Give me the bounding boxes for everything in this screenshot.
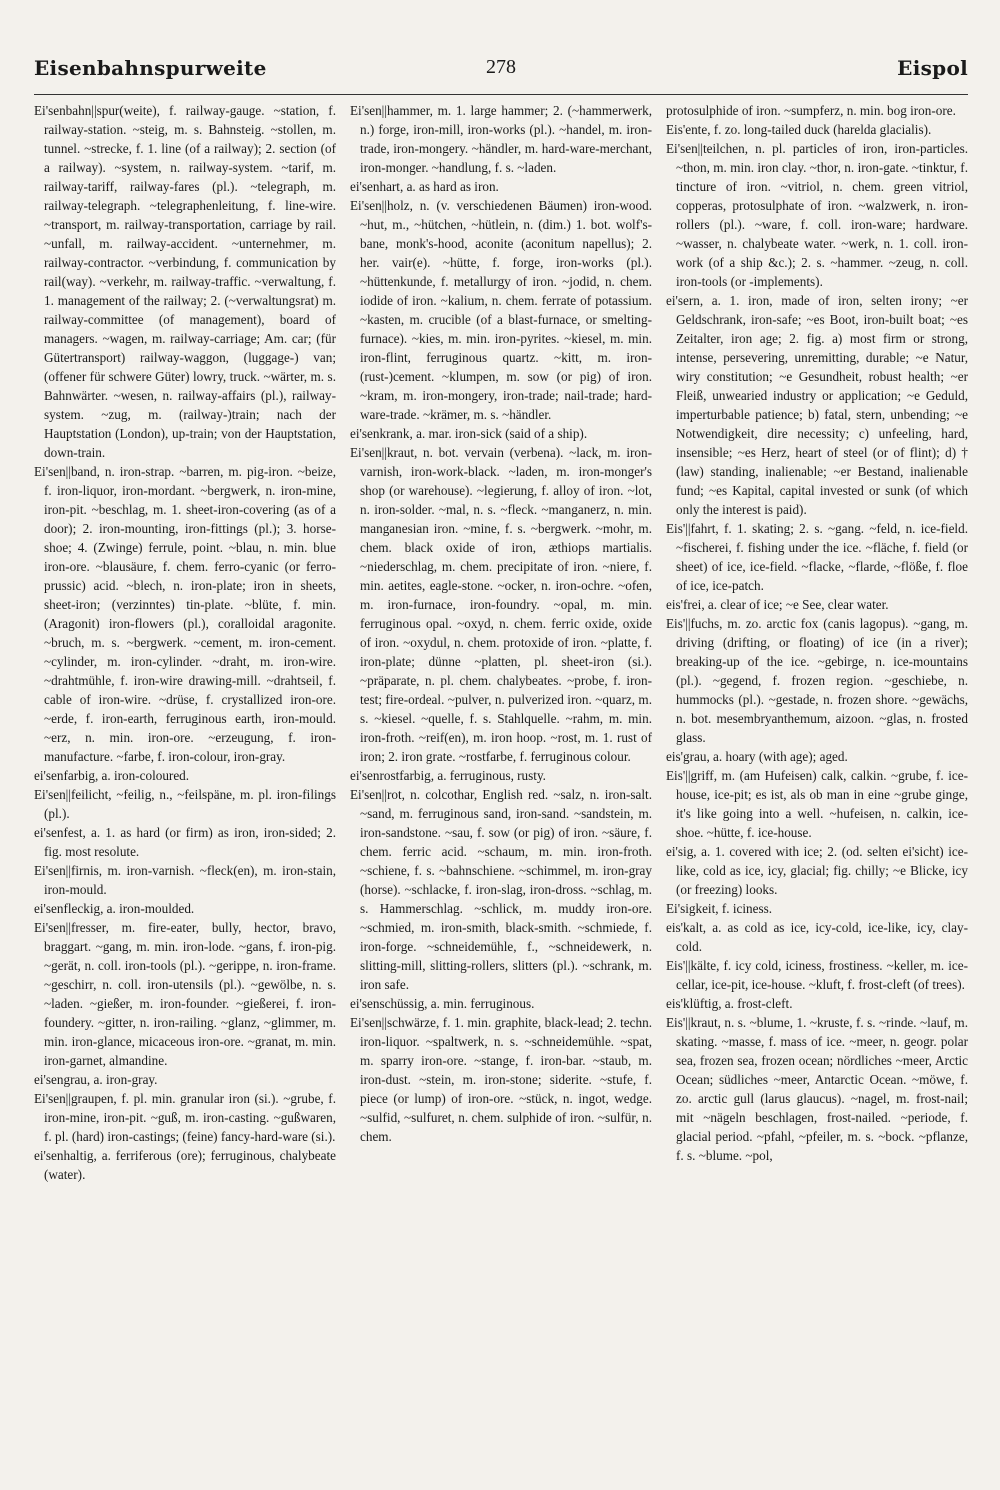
dictionary-entry: Ei'senbahn||spur(weite), f. railway-gauge. ~station, f. railway-station. ~steig, m. s. Bahnsteig. ~stollen, m. tunnel. ~strecke, f. 1. line (of a railway); 2. section (of a railway). ~system, n. railway-system. ~tarif, m. railway-tariff, railway-fares (pl.). ~telegraph, m. railway-telegraph. ~telegraphenleitung, f. line-wire. ~transport, m. railway-transportation, carriage by rail. ~unfall, m. railway-accident. ~unternehmer, m. railway-contractor. ~verbindung, f. communication by rail(way). ~verkehr, m. railway-traffic. ~verwaltung, f. 1. management of the railway; 2. (~verwaltungsrat) m. railway-committee (of management), board of managers. ~wagen, m. railway-carriage; Am. car; (für Gütertransport) railway-waggon, (luggage-) van; (offener für schwere Güter) lowry, truck. ~wärter, m. s. Bahnwärter. ~wesen, n. railway-affairs (pl.), railway-system. ~zug, m. (railway-)train; nach der Hauptstation (London), up-train; von der Hauptstation, down-train. — [34, 103, 336, 460]
dictionary-entry: Eis'||fuchs, m. zo. arctic fox (canis lagopus). ~gang, m. driving (drifting, or floating) of ice (in a river); breaking-up of the ice. ~gebirge, n. ice-mountains (pl.). ~gegend, f. frozen region. ~geschiebe, n. hummocks (pl.). ~gestade, n. frozen shore. ~gewächs, n. bot. mesembryanthemum, aizoon. ~glas, n. frosted glass. — [666, 616, 968, 745]
page-number: 278 — [486, 56, 516, 78]
dictionary-entry: ei'sig, a. 1. covered with ice; 2. (od. selten ei'sicht) ice-like, cold as ice, icy, glacial; fig. chilly; ~e Blicke, icy (or freezing) looks. — [666, 844, 968, 897]
dictionary-entry: Eis'||fahrt, f. 1. skating; 2. s. ~gang. ~feld, n. ice-field. ~fischerei, f. fishing under the ice. ~fläche, f. field (or sheet) of ice, ice-field. ~flacke, ~flarde, ~flöße, f. floe of ice, ice-patch. — [666, 521, 968, 593]
dictionary-entry: Ei'sen||kraut, n. bot. vervain (verbena). ~lack, m. iron-varnish, iron-work-black. ~laden, m. iron-monger's shop (or warehouse). ~legierung, f. alloy of iron. ~lot, n. iron-solder. ~mal, n. s. ~fleck. ~manganerz, n. min. manganesian iron. ~mine, f. s. ~bergwerk. ~mohr, m. chem. black oxide of iron, æthiops martialis. ~niederschlag, m. chem. precipitate of iron. ~niere, f. min. aetites, eagle-stone. ~ocker, n. iron-ochre. ~ofen, m. iron-furnace, iron-foundry. ~opal, m. min. ferruginous opal. ~oxyd, n. chem. ferric oxide, oxide of iron. ~oxydul, n. chem. protoxide of iron. ~platte, f. iron-plate; dünne ~platten, pl. sheet-iron (si.). ~präparate, n. pl. chem. chalybeates. ~probe, f. iron-test; fire-ordeal. ~pulver, n. pulverized iron. ~quarz, m. s. ~kiesel. ~quelle, f. s. Stahlquelle. ~rahm, m. min. iron-froth. ~reif(en), m. iron hoop. ~rost, m. 1. rust of iron; 2. iron grate. ~rostfarbe, f. ferruginous colour. — [350, 445, 652, 764]
dictionary-entry: ei'senrostfarbig, a. ferruginous, rusty. — [350, 768, 546, 783]
dictionary-entry: Eis'||kälte, f. icy cold, iciness, frostiness. ~keller, m. ice-cellar, ice-pit, ice-house. ~kluft, f. frost-cleft (of trees). — [666, 958, 968, 992]
dictionary-entry: eis'grau, a. hoary (with age); aged. — [666, 749, 848, 764]
dictionary-entry: eis'kalt, a. as cold as ice, icy-cold, ice-like, icy, clay-cold. — [666, 920, 968, 954]
dictionary-entry: ei'senkrank, a. mar. iron-sick (said of a ship). — [350, 426, 588, 441]
dictionary-entry: Ei'sen||teilchen, n. pl. particles of iron, iron-particles. ~thon, m. min. iron clay. ~thor, n. iron-gate. ~tinktur, f. tincture of iron. ~vitriol, n. chem. green vitriol, copperas, protosulphate of iron. ~walzwerk, n. iron-rollers (pl.). ~ware, f. coll. iron-ware; hardware. ~wasser, n. chalybeate water. ~werk, n. 1. coll. iron-work (of a ship &c.); 2. s. ~hammer. ~zeug, n. coll. iron-tools (or -implements). — [666, 141, 968, 289]
column-right — [666, 101, 968, 1184]
dictionary-entry: ei'sern, a. 1. iron, made of iron, selten irony; ~er Geldschrank, iron-safe; ~es Boot, iron-built boat; ~es Zeitalter, iron age; 2. fig. a) most firm or strong, intense, persevering, unremitting, durable; ~e Natur, wiry constitution; ~e Gesundheit, robust health; ~er Fleiß, unwearied industry or application; ~e Geduld, imperturbable patience; b) fatal, stern, unbending; ~e Notwendigkeit, dire necessity; c) unfeeling, hard, insensible; ~es Herz, heart of steel (or of flint); d) † (law) standing, inalienable; ~er Bestand, inalienable fund; ~es Kapital, capital invested or sunk (of which only the interest is paid). — [666, 293, 968, 517]
dictionary-entry: Eis'ente, f. zo. long-tailed duck (harelda glacialis). — [666, 122, 932, 137]
column-middle — [350, 101, 652, 1184]
dictionary-entry: eis'klüftig, a. frost-cleft. — [666, 996, 793, 1011]
dictionary-entry: Ei'sen||holz, n. (v. verschiedenen Bäumen) iron-wood. ~hut, m., ~hütchen, ~hütlein, n. (dim.) 1. bot. wolf's-bane, monk's-hood, aconite (aconitum napellus); 2. her. vair(e). ~hütte, f. forge, iron-works (pl.). ~hüttenkunde, f. metallurgy of iron. ~jodid, n. chem. iodide of iron. ~kalium, n. chem. ferrate of potassium. ~kasten, m. crucible (of a blast-furnace, or smelting-furnace). ~kies, m. min. iron-pyrites. ~kiesel, m. min. iron-flint, ferruginous quartz. ~kitt, m. iron-(rust-)cement. ~klumpen, m. sow (or pig) of iron. ~kram, m. iron-mongery, iron-trade; nail-trade; hard-ware-trade. ~krämer, m. s. ~händler. — [350, 198, 652, 422]
dictionary-entry: Ei'sen||fresser, m. fire-eater, bully, hector, bravo, braggart. ~gang, m. min. iron-lode. ~gans, f. iron-pig. ~gerät, n. coll. iron-tools (pl.). ~gerippe, n. iron-frame. ~geschirr, n. coll. iron-utensils (pl.). ~gewölbe, n. s. ~laden. ~gießer, m. iron-founder. ~gießerei, f. iron-foundery. ~gitter, n. iron-railing. ~glanz, ~glimmer, m. min. iron-glance, micaceous iron-ore. ~granat, m. min. iron-garnet, almandine. — [34, 920, 336, 1068]
dictionary-entry: Ei'sen||graupen, f. pl. min. granular iron (si.). ~grube, f. iron-mine, iron-pit. ~guß, m. iron-casting. ~gußwaren, f. pl. (hard) iron-castings; (feine) fancy-hard-ware (si.). — [34, 1091, 336, 1144]
dictionary-entry: Ei'sen||schwärze, f. 1. min. graphite, black-lead; 2. techn. iron-liquor. ~spaltwerk, n. s. ~schneidemühle. ~spat, m. sparry iron-ore. ~stange, f. iron-bar. ~staub, m. iron-dust. ~stein, m. iron-stone; siderite. ~stufe, f. piece (or lump) of iron-ore. ~stück, n. ingot, wedge. ~sulfid, ~sulfuret, n. chem. sulphide of iron. ~sulfür, n. chem. — [350, 1015, 652, 1144]
dictionary-entry: Ei'sen||rot, n. colcothar, English red. ~salz, n. iron-salt. ~sand, m. ferruginous sand, iron-sand. ~sandstein, m. iron-sandstone. ~sau, f. sow (or pig) of iron. ~säure, f. chem. ferric acid. ~schaum, m. min. iron-froth. ~schiene, f. s. ~bahnschiene. ~schimmel, m. iron-gray (horse). ~schlacke, f. iron-slag, iron-dross. ~schlag, m. s. Hammerschlag. ~schlick, m. muddy iron-ore. ~schmied, m. iron-smith, black-smith. ~schmiede, f. iron-forge. ~schneidemühle, f., ~schneidewerk, n. slitting-mill, slitting-rollers, slitters (pl.). ~schrank, m. iron safe. — [350, 787, 652, 992]
dictionary-entry: Ei'sigkeit, f. iciness. — [666, 901, 773, 916]
column-left — [34, 101, 336, 1184]
dictionary-entry: protosulphide of iron. ~sumpferz, n. min. bog iron-ore. — [666, 103, 956, 118]
dictionary-entry: Ei'sen||band, n. iron-strap. ~barren, m. pig-iron. ~beize, f. iron-liquor, iron-mordant. ~bergwerk, n. iron-mine, iron-pit. ~beschlag, m. 1. sheet-iron-covering (as of a door); 2. iron-mounting, iron-fittings (pl.); 3. horse-shoe; 4. (Zwinge) ferrule, point. ~blau, n. min. blue iron-ore. ~blausäure, f. chem. ferro-cyanic (or ferro-prussic) acid. ~blech, n. iron-plate; iron in sheets, sheet-iron; (verzinntes) tin-plate. ~blüte, f. min. (Aragonit) iron-flowers (pl.), coralloidal aragonite. ~bruch, m. s. ~bergwerk. ~cement, m. iron-cement. ~cylinder, m. iron-cylinder. ~draht, m. iron-wire. ~drahtmühle, f. iron-wire drawing-mill. ~drahtseil, f. cable of iron-wire. ~drüse, f. crystallized iron-ore. ~erde, f. iron-earth, ferruginous earth, iron-mould. ~erz, n. min. iron-ore. ~erzeugung, f. iron-manufacture. ~farbe, f. iron-colour, iron-gray. — [34, 464, 336, 764]
text-columns — [34, 101, 968, 1184]
header-left-catchword: Eisenbahnspurweite — [34, 56, 267, 80]
header-right-catchword: Eispol — [897, 56, 968, 80]
header-rule — [34, 94, 968, 95]
dictionary-entry: ei'senhaltig, a. ferriferous (ore); ferruginous, chalybeate (water). — [34, 1148, 336, 1182]
running-header — [34, 56, 968, 90]
dictionary-entry: Ei'sen||firnis, m. iron-varnish. ~fleck(en), m. iron-stain, iron-mould. — [34, 863, 336, 897]
dictionary-entry: ei'senfarbig, a. iron-coloured. — [34, 768, 190, 783]
dictionary-entry: Ei'sen||feilicht, ~feilig, n., ~feilspäne, m. pl. iron-filings (pl.). — [34, 787, 336, 821]
dictionary-entry: ei'senfleckig, a. iron-moulded. — [34, 901, 195, 916]
dictionary-entry: Ei'sen||hammer, m. 1. large hammer; 2. (~hammerwerk, n.) forge, iron-mill, iron-works (pl.). ~handel, m. iron-trade, iron-mongery. ~händler, m. hard-ware-merchant, iron-monger. ~handlung, f. s. ~laden. — [350, 103, 652, 175]
dictionary-entry: ei'senschüssig, a. min. ferruginous. — [350, 996, 535, 1011]
dictionary-entry: eis'frei, a. clear of ice; ~e See, clear water. — [666, 597, 889, 612]
dictionary-entry: Eis'||kraut, n. s. ~blume, 1. ~kruste, f. s. ~rinde. ~lauf, m. skating. ~masse, f. mass of ice. ~meer, n. geogr. polar sea, frozen sea, frozen ocean; nördliches ~meer, Arctic Ocean; südliches ~meer, Antarctic Ocean. ~möwe, f. zo. arctic gull (larus glaucus). ~nagel, m. frost-nail; mit ~nägeln beschlagen, frost-nailed. ~periode, f. glacial period. ~pfahl, ~pfeiler, m. s. ~bock. ~pflanze, f. s. ~blume. ~pol, — [666, 1015, 968, 1163]
dictionary-entry: ei'senhart, a. as hard as iron. — [350, 179, 499, 194]
dictionary-entry: ei'senfest, a. 1. as hard (or firm) as iron, iron-sided; 2. fig. most resolute. — [34, 825, 336, 859]
dictionary-entry: ei'sengrau, a. iron-gray. — [34, 1072, 158, 1087]
dictionary-entry: Eis'||griff, m. (am Hufeisen) calk, calkin. ~grube, f. ice-house, ice-pit; es ist, als ob man in eine ~grube ginge, it's like going into a well. ~hufeisen, n. calkin, ice-shoe. ~hütte, f. ice-house. — [666, 768, 968, 840]
